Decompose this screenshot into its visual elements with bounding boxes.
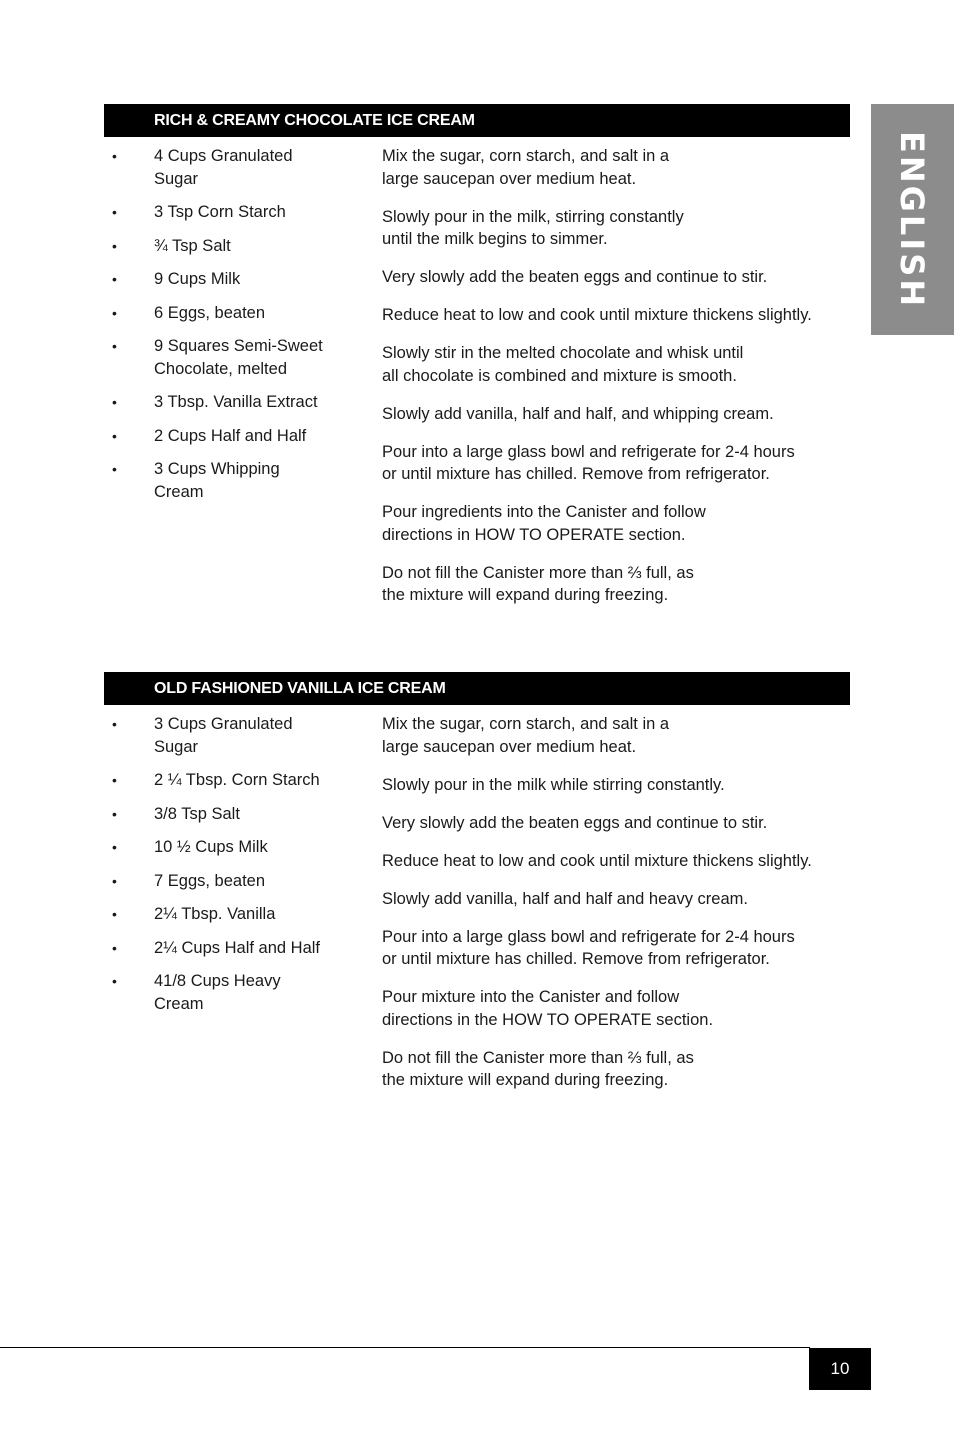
ingredient-item: • 2¼ Tbsp. Vanilla: [104, 903, 344, 926]
instruction-step: Slowly stir in the melted chocolate and whisk until all chocolate is combined and mixture is smooth.: [382, 344, 744, 385]
ingredient-item: • 6 Eggs, beaten: [104, 302, 344, 325]
bullet-icon: •: [112, 237, 117, 254]
bullet-icon: •: [112, 338, 117, 354]
instruction-step: Slowly pour in the milk while stirring constantly.: [382, 775, 725, 794]
ingredient-item: • 3/8 Tsp Salt: [104, 803, 344, 826]
bullet-icon: •: [112, 772, 117, 788]
ingredient-item: • 7 Eggs, beaten: [104, 870, 344, 893]
bullet-icon: •: [112, 427, 117, 444]
instruction-step: Mix the sugar, corn starch, and salt in a large saucepan over medium heat.: [382, 147, 670, 188]
instruction-step: Pour ingredients into the Canister and follow directions in HOW TO OPERATE section.: [382, 503, 706, 544]
recipe-title: RICH & CREAMY CHOCOLATE ICE CREAM: [104, 104, 850, 137]
footer-divider: [0, 1347, 810, 1348]
instruction-list: [382, 145, 852, 622]
bullet-icon: •: [112, 204, 117, 220]
ingredient-item: • 9 Cups Milk: [104, 268, 344, 291]
ingredient-item: • ¾ Tsp Salt: [104, 235, 344, 258]
instruction-list: [382, 713, 852, 1107]
recipe-chocolate: [104, 104, 850, 604]
ingredient-list: [104, 145, 344, 514]
bullet-icon: •: [112, 906, 117, 922]
bullet-icon: •: [112, 148, 117, 164]
ingredient-item: • 2¼ Cups Half and Half: [104, 937, 344, 960]
instruction-step: Reduce heat to low and cook until mixture thickens slightly.: [382, 306, 812, 324]
ingredient-item: • 10 ½ Cups Milk: [104, 836, 344, 859]
language-tab: [871, 104, 954, 335]
instruction-step: Pour into a large glass bowl and refrigerate for 2-4 hours or until mixture has chilled. Remove from refrigerator.: [382, 442, 795, 483]
bullet-icon: •: [112, 939, 117, 956]
ingredient-item: • 4 Cups Granulated Sugar: [112, 147, 293, 188]
bullet-icon: •: [112, 872, 117, 889]
ingredient-item: • 2 Cups Half and Half: [104, 425, 344, 448]
instruction-step: Reduce heat to low and cook until mixture thickens slightly.: [382, 851, 812, 870]
ingredient-item: • 3 Cups Granulated Sugar: [112, 715, 293, 756]
language-tab-label: ENGLISH: [893, 130, 932, 309]
ingredient-item: • 41/8 Cups Heavy Cream: [112, 972, 281, 1013]
ingredient-item: • 3 Cups Whipping Cream: [112, 460, 280, 501]
instruction-step: Mix the sugar, corn starch, and salt in a large saucepan over medium heat.: [382, 715, 670, 756]
recipe-vanilla: [104, 672, 850, 1089]
bullet-icon: •: [112, 805, 117, 822]
bullet-icon: •: [112, 461, 117, 477]
ingredient-item: • 9 Squares Semi-Sweet Chocolate, melted: [112, 337, 323, 378]
page-number: 10: [809, 1348, 871, 1390]
instruction-step: Do not fill the Canister more than ⅔ full, as the mixture will expand during freezing.: [382, 1048, 694, 1089]
bullet-icon: •: [112, 839, 117, 855]
bullet-icon: •: [112, 973, 117, 989]
instruction-step: Slowly add vanilla, half and half, and whipping cream.: [382, 404, 774, 423]
recipe-title: OLD FASHIONED VANILLA ICE CREAM: [104, 672, 850, 705]
instruction-step: Slowly pour in the milk, stirring constantly until the milk begins to simmer.: [382, 207, 684, 248]
bullet-icon: •: [112, 304, 117, 321]
instruction-step: Very slowly add the beaten eggs and continue to stir.: [382, 268, 768, 286]
instruction-step: Pour into a large glass bowl and refrigerate for 2-4 hours or until mixture has chilled. Remove from refrigerator.: [382, 927, 795, 968]
ingredient-item: • 3 Tbsp. Vanilla Extract: [104, 391, 344, 414]
instruction-step: Do not fill the Canister more than ⅔ full, as the mixture will expand during freezing.: [382, 563, 694, 604]
instruction-step: Very slowly add the beaten eggs and continue to stir.: [382, 813, 768, 832]
ingredient-item: • 2 ¼ Tbsp. Corn Starch: [104, 769, 344, 792]
bullet-icon: •: [112, 716, 117, 732]
bullet-icon: •: [112, 394, 117, 410]
instruction-step: Slowly add vanilla, half and half and heavy cream.: [382, 889, 748, 908]
ingredient-list: [104, 713, 344, 1026]
bullet-icon: •: [112, 271, 117, 287]
ingredient-item: • 3 Tsp Corn Starch: [104, 201, 344, 224]
instruction-step: Pour mixture into the Canister and follow directions in the HOW TO OPERATE section.: [382, 988, 714, 1029]
